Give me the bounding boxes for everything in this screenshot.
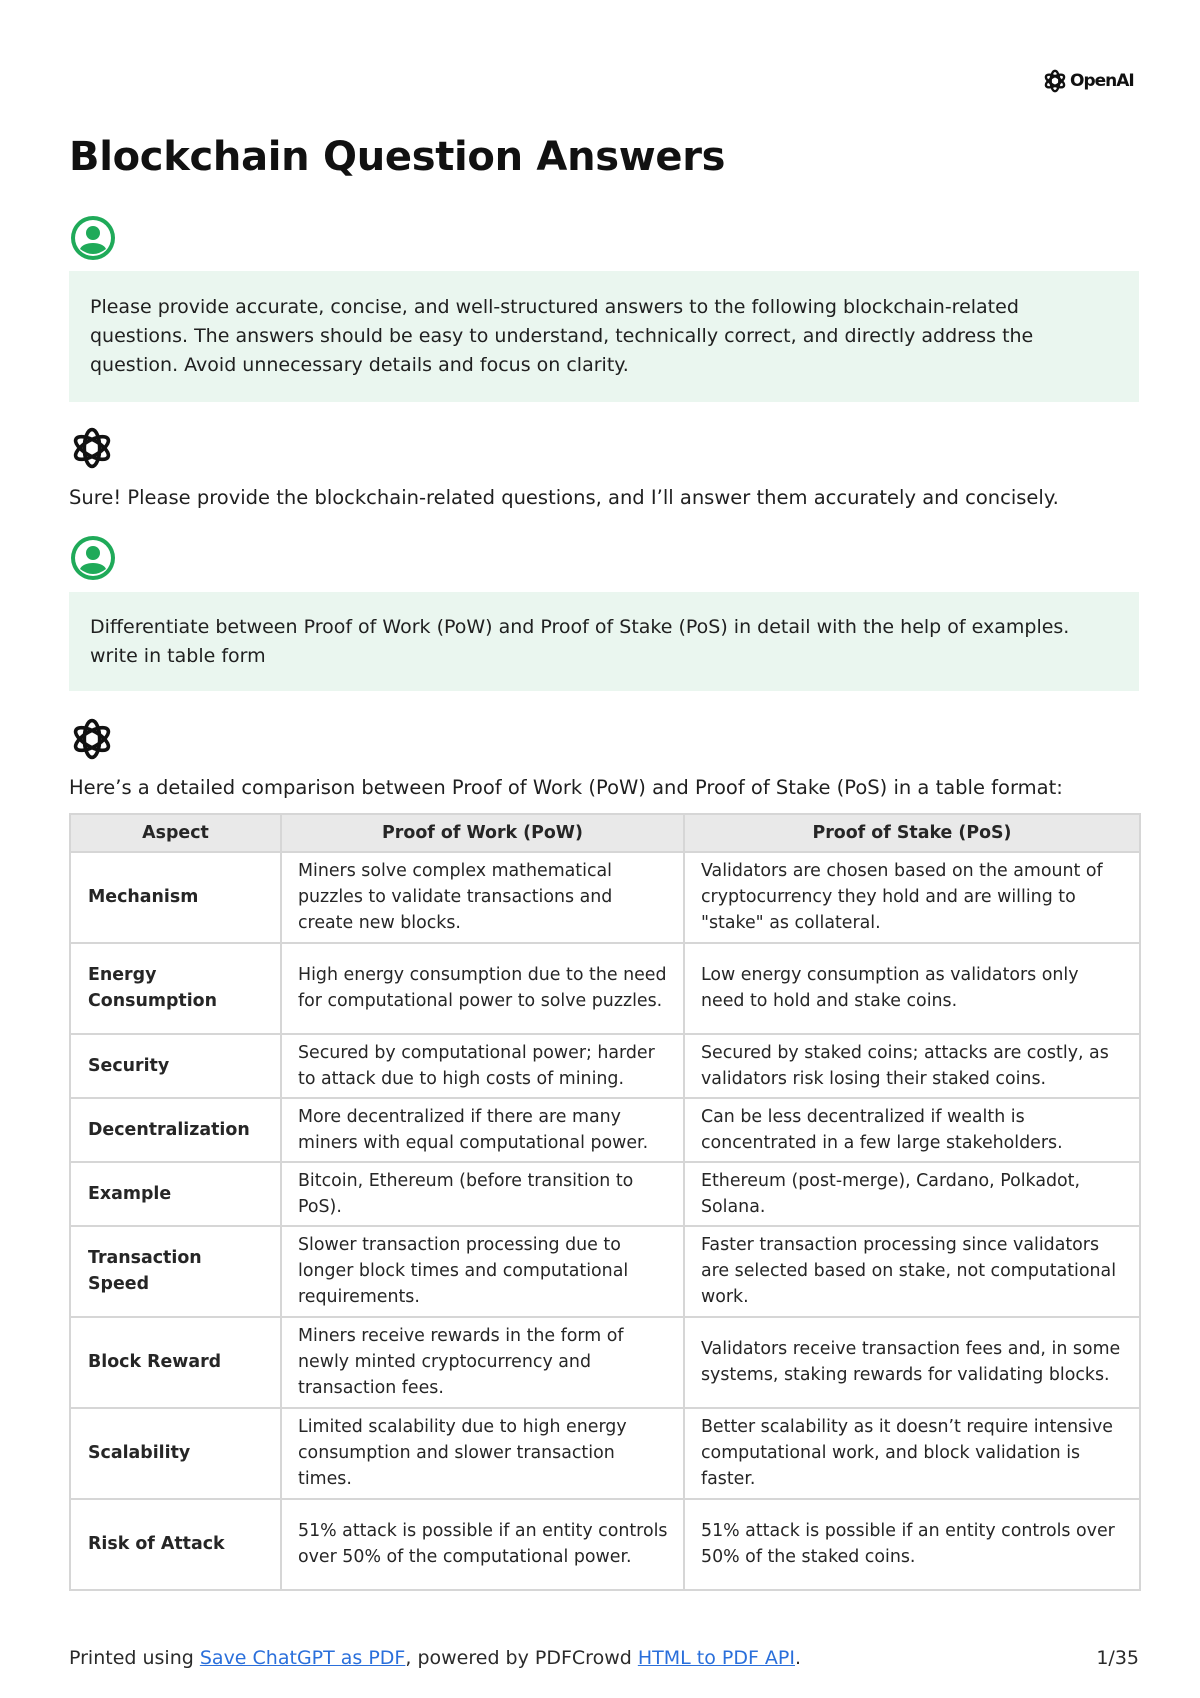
aspect-cell: Decentralization — [70, 1098, 281, 1162]
column-header-pos: Proof of Stake (PoS) — [684, 814, 1140, 852]
footer-middle: , powered by PDFCrowd — [405, 1647, 638, 1669]
table-row — [70, 1034, 1140, 1098]
comparison-table — [69, 813, 1141, 1591]
table-row — [70, 943, 1140, 1034]
user-message-text: Please provide accurate, concise, and well-structured answers to the following blockchain-related questions. The answers should be easy to understand, technically correct, and directly address the question. Avoid unnecessary details and focus on clarity. — [90, 296, 1034, 376]
page-title: Blockchain Question Answers — [69, 134, 726, 180]
pow-cell: Slower transaction processing due to longer block times and computational requirements. — [281, 1226, 684, 1317]
user-message-text: Differentiate between Proof of Work (PoW) and Proof of Stake (PoS) in detail with the help of examples. write in table form — [90, 616, 1070, 667]
pow-cell: More decentralized if there are many miners with equal computational power. — [281, 1098, 684, 1162]
user-message-bubble — [69, 271, 1139, 402]
pos-cell: Low energy consumption as validators only need to hold and stake coins. — [684, 943, 1140, 1034]
openai-logo-icon — [1042, 68, 1068, 94]
table-row — [70, 1408, 1140, 1499]
html-to-pdf-api-link[interactable]: HTML to PDF API — [637, 1647, 795, 1669]
table-row — [70, 1162, 1140, 1226]
aspect-cell: Example — [70, 1162, 281, 1226]
pow-cell: Limited scalability due to high energy consumption and slower transaction times. — [281, 1408, 684, 1499]
table-row — [70, 1317, 1140, 1408]
print-footer — [69, 1645, 1139, 1671]
aspect-cell: Risk of Attack — [70, 1499, 281, 1590]
pos-cell: Faster transaction processing since validators are selected based on stake, not computational work. — [684, 1226, 1140, 1317]
aspect-cell: Transaction Speed — [70, 1226, 281, 1317]
pos-cell: Validators are chosen based on the amount of cryptocurrency they hold and are willing to "stake" as collateral. — [684, 852, 1140, 943]
assistant-avatar — [69, 716, 115, 766]
assistant-avatar — [69, 425, 115, 475]
user-avatar — [69, 534, 117, 586]
openai-logo-text: OpenAI — [1070, 71, 1134, 91]
table-row — [70, 1226, 1140, 1317]
column-header-pow: Proof of Work (PoW) — [281, 814, 684, 852]
user-message-bubble — [69, 592, 1139, 691]
footer-prefix: Printed using — [69, 1647, 200, 1669]
user-avatar — [69, 214, 117, 266]
pos-cell: Validators receive transaction fees and, in some systems, staking rewards for validating blocks. — [684, 1317, 1140, 1408]
pos-cell: Ethereum (post-merge), Cardano, Polkadot, Solana. — [684, 1162, 1140, 1226]
aspect-cell: Scalability — [70, 1408, 281, 1499]
pow-cell: High energy consumption due to the need for computational power to solve puzzles. — [281, 943, 684, 1034]
page-number: 1/35 — [1096, 1647, 1139, 1669]
aspect-cell: Security — [70, 1034, 281, 1098]
pow-cell: Miners receive rewards in the form of newly minted cryptocurrency and transaction fees. — [281, 1317, 684, 1408]
pos-cell: Can be less decentralized if wealth is concentrated in a few large stakeholders. — [684, 1098, 1140, 1162]
aspect-cell: Block Reward — [70, 1317, 281, 1408]
pos-cell: 51% attack is possible if an entity controls over 50% of the staked coins. — [684, 1499, 1140, 1590]
openai-icon — [69, 425, 115, 471]
pos-cell: Secured by staked coins; attacks are costly, as validators risk losing their staked coins. — [684, 1034, 1140, 1098]
pow-cell: Miners solve complex mathematical puzzles to validate transactions and create new blocks. — [281, 852, 684, 943]
column-header-aspect: Aspect — [70, 814, 281, 852]
aspect-cell: Mechanism — [70, 852, 281, 943]
openai-logo — [1042, 68, 1134, 94]
assistant-message-intro: Here’s a detailed comparison between Proof of Work (PoW) and Proof of Stake (PoS) in a table format: — [69, 776, 1063, 799]
pow-cell: Bitcoin, Ethereum (before transition to PoS). — [281, 1162, 684, 1226]
assistant-message-text: Sure! Please provide the blockchain-related questions, and I’ll answer them accurately and concisely. — [69, 486, 1059, 509]
table-header-row — [70, 814, 1140, 852]
table-row — [70, 1098, 1140, 1162]
openai-icon — [69, 716, 115, 762]
pos-cell: Better scalability as it doesn’t require intensive computational work, and block validation is faster. — [684, 1408, 1140, 1499]
user-icon — [69, 214, 117, 262]
pow-cell: Secured by computational power; harder to attack due to high costs of mining. — [281, 1034, 684, 1098]
table-row — [70, 1499, 1140, 1590]
table-row — [70, 852, 1140, 943]
footer-suffix: . — [794, 1647, 802, 1669]
pow-cell: 51% attack is possible if an entity controls over 50% of the computational power. — [281, 1499, 684, 1590]
save-chatgpt-pdf-link[interactable]: Save ChatGPT as PDF — [199, 1647, 406, 1669]
aspect-cell: Energy Consumption — [70, 943, 281, 1034]
user-icon — [69, 534, 117, 582]
